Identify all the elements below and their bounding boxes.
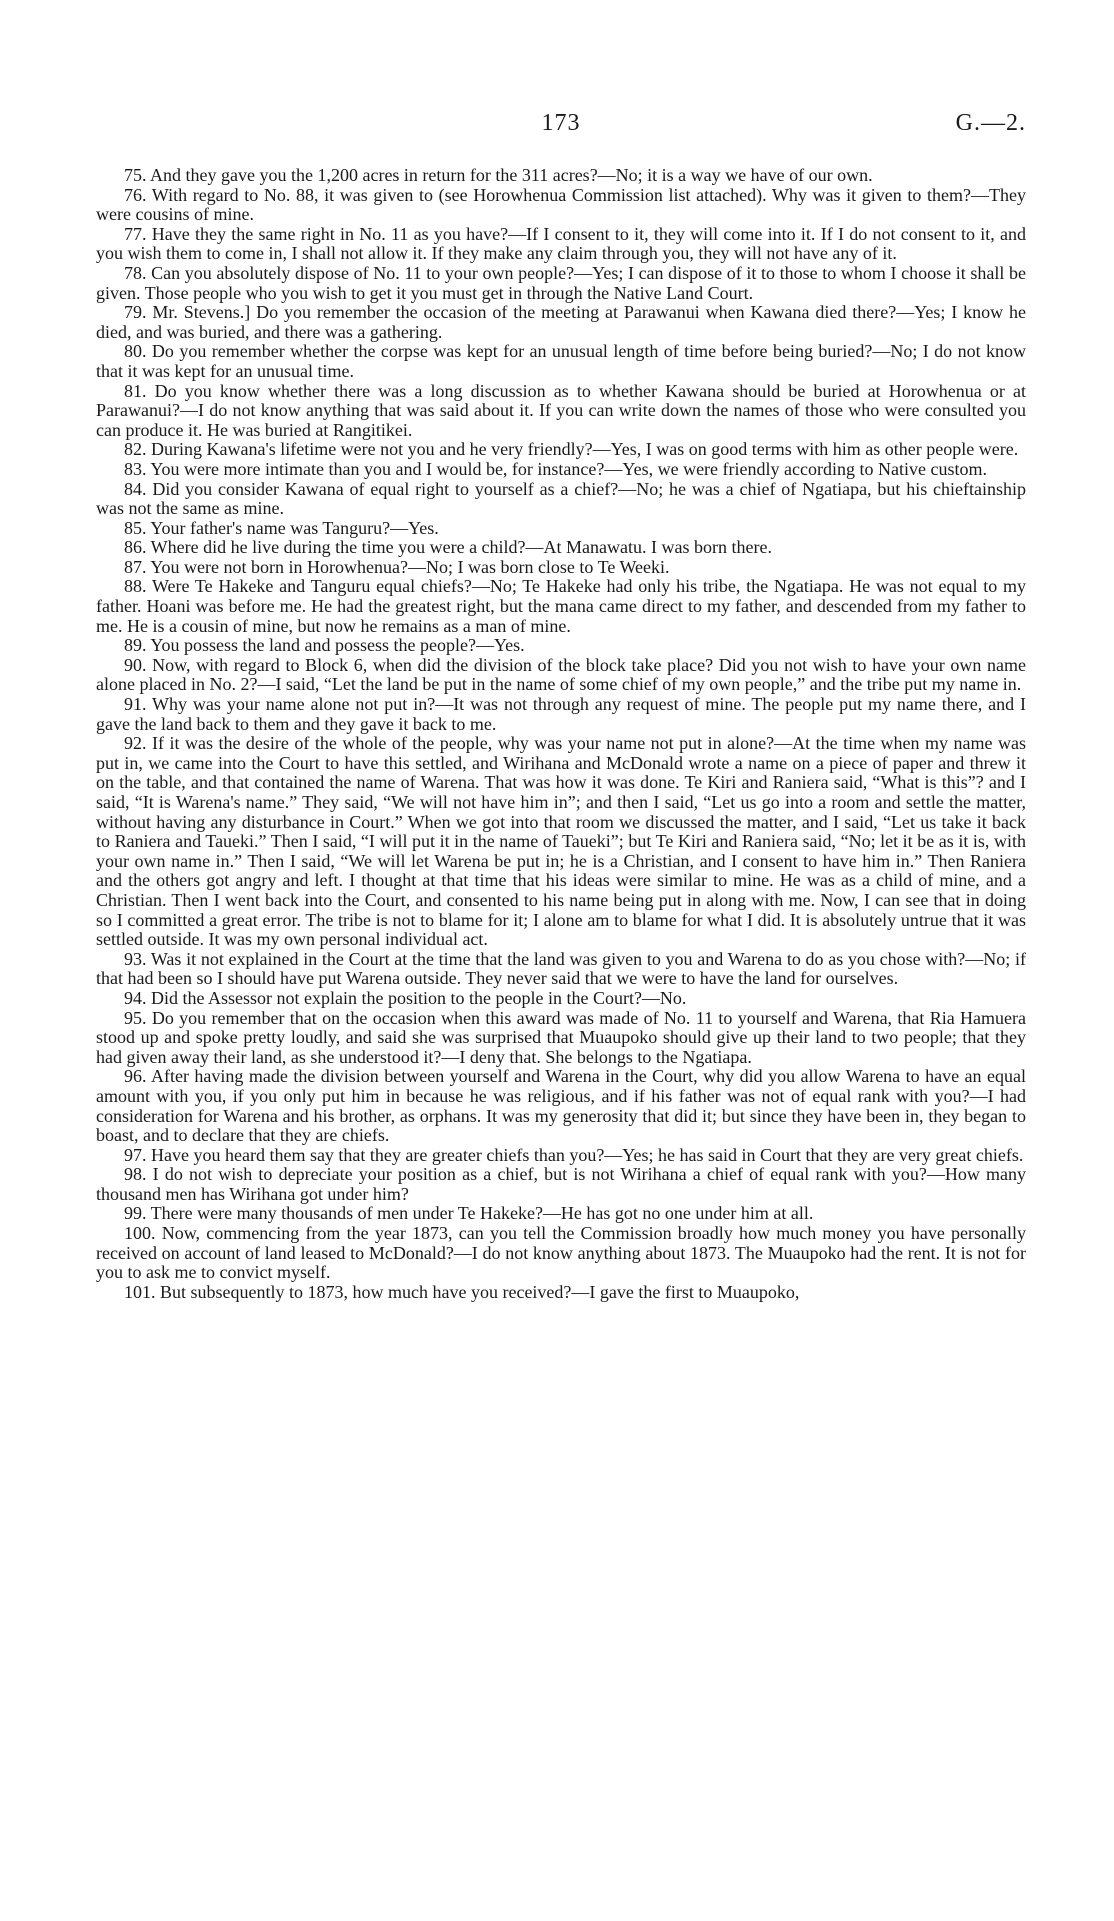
- paragraph-80: 80. Do you remember whether the corpse was kept for an unusual length of time before being buried?—No; I do not know that it was kept for an unusual time.: [96, 341, 1026, 381]
- document-body: [96, 166, 1026, 1302]
- paragraph-100: 100. Now, commencing from the year 1873, can you tell the Commission broadly how much money you have personally received on account of land leased to McDonald?—I do not know anything about 1873. The Muaupoko had the rent. It is not for you to ask me to convict myself.: [96, 1223, 1026, 1283]
- paragraph-79: 79. Mr. Stevens.] Do you remember the occasion of the meeting at Parawanui when Kawana died there?—Yes; I know he died, and was buried, and there was a gathering.: [96, 302, 1026, 342]
- paragraph-90: 90. Now, with regard to Block 6, when did the division of the block take place? Did you not wish to have your own name alone placed in No. 2?—I said, “Let the land be put in the name of some chief of my own people,” and the tribe put my name in.: [96, 654, 1026, 695]
- paragraph-96: 96. After having made the division between yourself and Warena in the Court, why did you allow Warena to have an equal amount with you, if you only put him in because he was religious, and if his father was not of equal rank with you?—I had consideration for Warena and his brother, as orphans. It was my generosity that did it; but since they have been in, they began to boast, and to declare that they are chiefs.: [96, 1066, 1026, 1146]
- paragraph-88: 88. Were Te Hakeke and Tanguru equal chiefs?—No; Te Hakeke had only his tribe, the Ngatiapa. He was not equal to my father. Hoani was before me. He had the greatest right, but the mana came direct to my father, and descended from my father to me. He is a cousin of mine, but now he remains as a man of mine.: [96, 576, 1026, 636]
- paragraph-98: 98. I do not wish to depreciate your position as a chief, but is not Wirihana a chief of equal rank with you?—How many thousand men has Wirihana got under him?: [96, 1164, 1026, 1204]
- paragraph-76: 76. With regard to No. 88, it was given to (see Horowhenua Commission list attached). Why was it given to them?—They were cousins of mine.: [96, 184, 1026, 225]
- paragraph-89: 89. You possess the land and possess the people?—Yes.: [124, 635, 525, 656]
- paragraph-99: 99. There were many thousands of men under Te Hakeke?—He has got no one under him at all.: [124, 1203, 814, 1224]
- paragraph-77: 77. Have they the same right in No. 11 as you have?—If I consent to it, they will come into it. If I do not consent to it, and you wish them to come in, I shall not allow it. If they make any claim through you, they will not have any of it.: [96, 223, 1026, 264]
- page-header: [96, 0, 1026, 150]
- page-number: 173: [541, 110, 581, 136]
- paragraph-85: 85. Your father's name was Tanguru?—Yes.: [124, 517, 439, 538]
- document-page: [96, 0, 1026, 1921]
- paragraph-91: 91. Why was your name alone not put in?—It was not through any request of mine. The people put my name there, and I gave the land back to them and they gave it back to me.: [96, 694, 1026, 734]
- paragraph-93: 93. Was it not explained in the Court at the time that the land was given to you and Warena to do as you chose with?—No; if that had been so I should have put Warena outside. They never said that we were to have the land for ourselves.: [96, 948, 1026, 989]
- paragraph-84: 84. Did you consider Kawana of equal right to yourself as a chief?—No; he was a chief of Ngatiapa, but his chieftainship was not the same as mine.: [96, 478, 1026, 519]
- paragraph-92: 92. If it was the desire of the whole of the people, why was your name not put in alone?—At the time when my name was put in, we came into the Court to have this settled, and Wirihana and McDonald wrote a name on a piece of paper and threw it on the table, and that contained the name of Warena. That was how it was done. Te Kiri and Raniera said, “What is this”? and I said, “It is Warena's name.” They said, “We will not have him in”; and then I said, “Let us go into a room and settle the matter, without having any disturbance in Court.” When we got into that room we discussed the matter, and I said, “Let us take it back to Raniera and Taueki.” Then I said, “I will put it in the name of Taueki”; but Te Kiri and Raniera said, “No; let it be as it is, with your own name in.” Then I said, “We will let Warena be put in; he is a Christian, and I consent to have him in.” Then Raniera and the others got angry and left. I thought at that time that his ideas were similar to mine. He was as a child of mine, and a Christian. Then I went back into the Court, and consented to his name being put in along with me. Now, I can see that in doing so I committed a great error. The tribe is not to blame for it; I alone am to blame for what I did. It is absolutely untrue that it was settled outside. It was my own personal individual act.: [96, 733, 1026, 950]
- paragraph-101: 101. But subsequently to 1873, how much have you received?—I gave the first to Muaupoko,: [124, 1281, 800, 1302]
- paragraph-87: 87. You were not born in Horowhenua?—No; I was born close to Te Weeki.: [124, 556, 670, 577]
- paragraph-81: 81. Do you know whether there was a long discussion as to whether Kawana should be buried at Horowhenua or at Parawanui?—I do not know anything that was said about it. If you can write down the names of those who were consulted you can produce it. He was buried at Rangitikei.: [96, 380, 1026, 440]
- paragraph-83: 83. You were more intimate than you and I would be, for instance?—Yes, we were friendly according to Native custom.: [124, 458, 987, 479]
- paragraph-97: 97. Have you heard them say that they are greater chiefs than you?—Yes; he has said in Court that they are very great chiefs.: [124, 1144, 1024, 1165]
- paragraph-94: 94. Did the Assessor not explain the position to the people in the Court?—No.: [124, 987, 687, 1008]
- paragraph-78: 78. Can you absolutely dispose of No. 11 to your own people?—Yes; I can dispose of it to those to whom I choose it shall be given. Those people who you wish to get it you must get in through the Native Land Court.: [96, 262, 1026, 303]
- paragraph-95: 95. Do you remember that on the occasion when this award was made of No. 11 to yourself and Warena, that Ria Hamuera stood up and spoke pretty loudly, and said she was surprised that Muaupoko should give up their land to two people; that they had given away their land, as she understood it?—I deny that. She belongs to the Ngatiapa.: [96, 1007, 1026, 1067]
- paragraph-86: 86. Where did he live during the time you were a child?—At Manawatu. I was born there.: [124, 537, 772, 558]
- series-reference: G.—2.: [955, 110, 1026, 136]
- paragraph-75: 75. And they gave you the 1,200 acres in return for the 311 acres?—No; it is a way we have of our own.: [124, 165, 873, 185]
- paragraph-82: 82. During Kawana's lifetime were not you and he very friendly?—Yes, I was on good terms with him as other people were.: [124, 439, 1019, 460]
